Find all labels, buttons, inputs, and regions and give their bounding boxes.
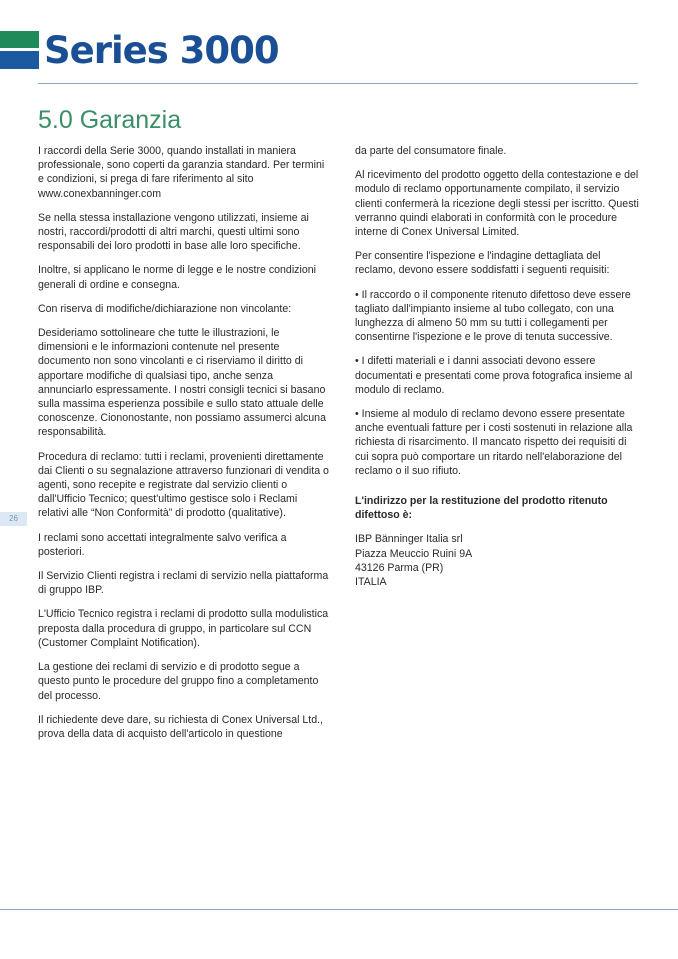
paragraph-complaint-procedure: Procedura di reclamo: tutti i reclami, provenienti direttamente dai Clienti o su segnalazione attraverso funzionari di vendita o agenti, sono recepite e registrate dal servizio clienti o dall'Ufficio Tecnico; quest'ultimo gestisce solo i Reclami relativi alle “Non Conformità” di prodotto (qualitative).: [38, 450, 329, 520]
bullet-photo-evidence: • I difetti materiali e i danni associati devono essere documentati e presentati come prova fotografica insieme al modulo di reclamo.: [355, 355, 633, 396]
paragraph-warranty-intro: I raccordi della Serie 3000, quando installati in maniera professionale, sono coperti da garanzia standard. Per termini e condizioni, si prega di fare riferimento al sito www.conexbanninger.com: [38, 145, 325, 200]
section-title: 5.0 Garanzia: [38, 106, 182, 134]
address-company: IBP Bänninger Italia srl: [355, 533, 463, 546]
footer-divider: [0, 909, 678, 910]
paragraph-complaint-management: La gestione dei reclami di servizio e di prodotto segue a questo punto le procedure del gruppo fino a completamento del processo.: [38, 661, 319, 702]
paragraph-service-complaints: Il Servizio Clienti registra i reclami di servizio nella piattaforma di gruppo IBP.: [38, 570, 329, 597]
paragraph-legal-norms: Inoltre, si applicano le norme di legge e le nostre condizioni generali di ordine e consegna.: [38, 264, 316, 291]
address-country: ITALIA: [355, 576, 387, 589]
paragraph-complaint-acceptance: I reclami sono accettati integralmente salvo verifica a posteriori.: [38, 531, 287, 558]
right-column: [355, 144, 639, 599]
paragraph-product-complaints: L'Ufficio Tecnico registra i reclami di prodotto sulla modulistica preposta dalla procedura di gruppo, in particolare sul CCN (Customer Complaint Notification).: [38, 608, 329, 649]
logo-bar-green: [0, 31, 39, 48]
logo-bar-blue: [0, 51, 39, 69]
bullet-cut-fitting: • Il raccordo o il componente ritenuto difettoso deve essere tagliato dall'impianto insieme al tubo collegato, con una lunghezza di almeno 50 mm su tutti i collegamenti per consentirne l'ispezione e le prove di tenuta successive.: [355, 288, 631, 344]
page-number: 26: [0, 512, 27, 526]
paragraph-end-consumer: da parte del consumatore finale.: [355, 145, 507, 157]
series-title: Series 3000: [44, 29, 279, 72]
bullet-invoices: • Insieme al modulo di reclamo devono essere presentate anche eventuali fatture per i costi sostenuti in relazione alla richiesta di risarcimento. Il mancato rispetto dei requisiti di cui sopra può comportare un ritardo nell'elaborazione del reclamo o il suo rifiuto.: [355, 408, 633, 477]
paragraph-other-brands: Se nella stessa installazione vengono utilizzati, insieme ai nostri, raccordi/prodotti di altri marchi, questi ultimi sono responsabili dei loro prodotti in base alle loro specifiche.: [38, 211, 309, 253]
brand-logo-bars: [0, 31, 39, 69]
header-divider: [38, 83, 638, 84]
paragraph-requirements-intro: Per consentire l'ispezione e l'indagine dettagliata del reclamo, devono essere soddisfatti i seguenti requisiti:: [355, 250, 610, 277]
paragraph-disclaimer-heading: Con riserva di modifiche/dichiarazione non vincolante:: [38, 302, 292, 315]
left-column: [38, 144, 330, 751]
address-street: Piazza Meuccio Ruini 9A: [355, 547, 473, 560]
paragraph-disclaimer: Desideriamo sottolineare che tutte le illustrazioni, le dimensioni e le informazioni contenute nel presente documento non sono vincolanti e ci riserviamo il diritto di apportare modifiche di qualsiasi tipo, anche senza annunciarlo espressamente. I nostri consigli tecnici si basano sulla massima esperienza possibile e sullo stato attuale delle conoscenze. Ciononostante, non possiamo assumerci alcuna responsabilità.: [38, 327, 326, 439]
address-city: 43126 Parma (PR): [355, 561, 444, 574]
return-address: [355, 532, 639, 589]
paragraph-proof-of-purchase: Il richiedente deve dare, su richiesta di Conex Universal Ltd., prova della data di acquisto dell'articolo in questione: [38, 713, 324, 740]
address-heading: L'indirizzo per la restituzione del prodotto ritenuto difettoso è:: [355, 495, 608, 522]
paragraph-receipt-confirmation: Al ricevimento del prodotto oggetto della contestazione e del modulo di reclamo opportunamente compilato, il servizio clienti confermerà la ricezione degli stessi per iscritto. Questi verranno quindi elaborati in conformità con le procedure interne di Conex Universal Limited.: [355, 169, 639, 239]
